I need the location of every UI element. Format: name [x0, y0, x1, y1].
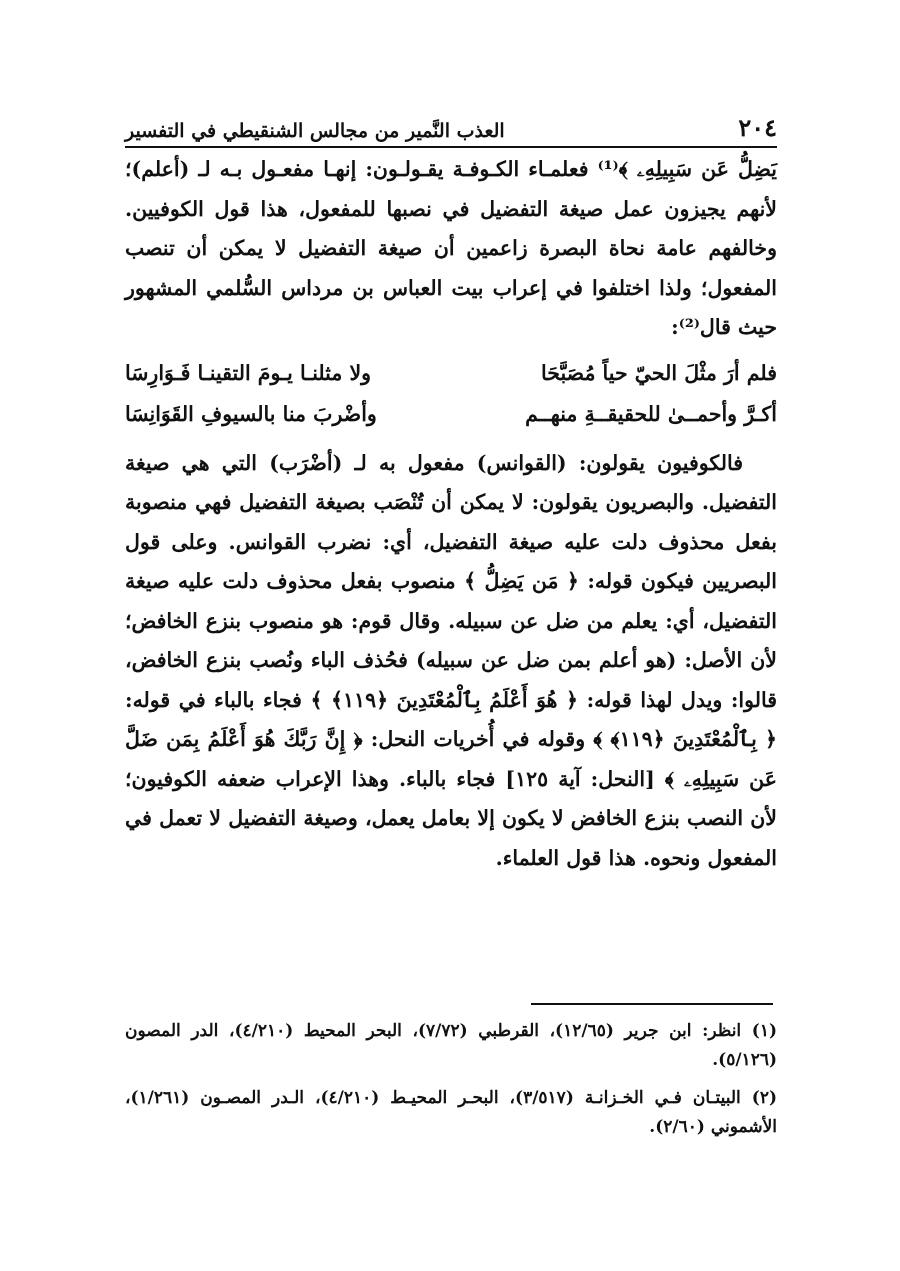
paragraph-intro: يَضِلُّ عَن سَبِيلِهِۦ ﴾⁽¹⁾ فعلمـاء الكـوفـة يقـولـون: إنهـا مفعـول بـه لـ (أعلم)؛ لأنهم يجيزون عمل صيغة التفضيل في نصبها للمفعول، هذا قول الكوفيين. وخالفهم عامة نحاة البصرة زاعمين أن صيغة التفضيل لا يمكن أن تنصب المفعول؛ ولذا اختلفوا في إعراب بيت العباس بن مرداس السُّلمي المشهور حيث قال⁽²⁾: — [125, 157, 777, 339]
footnote-separator — [531, 1003, 773, 1005]
verse-second-hemistich: ولا مثلنـا يـومَ التقينـا فَـوَارِسَا — [125, 361, 372, 386]
footnotes — [125, 1017, 777, 1151]
footnote-2: (٢) البيتـان فـي الخـزانـة (٣/٥١٧)، البحـر المحيـط (٤/٢١٠)، الـدر المصـون (١/٢٦١)، الأشموني (٢/٦٠). — [125, 1088, 777, 1137]
verse-second-hemistich: وأضْربَ منا بالسيوفِ القَوَانِسَا — [125, 402, 377, 427]
poem-verse — [125, 354, 777, 395]
main-text — [125, 150, 777, 878]
paragraph-discussion: فالكوفيون يقولون: (القوانس) مفعول به لـ (أضْرَب) التي هي صيغة التفضيل. والبصريون يقولون: لا يمكن أن تُنْصَب بصيغة التفضيل فهي منصوبة بفعل محذوف دلت عليه صيغة التفضيل، أي: نضرب القوانس. وعلى قول البصريين فيكون قوله: ﴿ مَن يَضِلُّ ﴾ منصوب بفعل محذوف دلت عليه صيغة التفضيل، أي: يعلم من ضل عن سبيله. وقال قوم: هو منصوب بنزع الخافض؛ لأن الأصل: (هو أعلم بمن ضل عن سبيله) فحُذف الباء ونُصب بنزع الخافض، قالوا: ويدل لهذا قوله: ﴿ هُوَ أَعْلَمُ بِٱلْمُعْتَدِينَ ﴿١١٩﴾ ﴾ فجاء بالباء في قوله: ﴿ بِٱلْمُعْتَدِينَ ﴿١١٩﴾ ﴾ وقوله في أُخريات النحل: ﴿ إِنَّ رَبَّكَ هُوَ أَعْلَمُ بِمَن ضَلَّ عَن سَبِيلِهِۦ ﴾ [النحل: آية ١٢٥] فجاء بالباء. وهذا الإعراب ضعفه الكوفيون؛ لأن النصب بنزع الخافض لا يكون إلا بعامل يعمل، وصيغة التفضيل لا تعمل في المفعول ونحوه. هذا قول العلماء. — [125, 450, 778, 870]
page-number: ٢٠٤ — [738, 113, 777, 142]
poem-verse — [125, 395, 777, 436]
footnote-1: (١) انظر: ابن جرير (١٢/٦٥)، القرطبي (٧/٧٢)، البحر المحيط (٤/٢١٠)، الدر المصون (٥/١٢٦). — [125, 1021, 777, 1070]
running-header — [125, 112, 777, 148]
book-title: العذب النَّمير من مجالس الشنقيطي في التفسير — [125, 120, 505, 142]
poem-verses — [125, 354, 777, 436]
verse-first-hemistich: فلم أرَ مثْلَ الحيّ حياً مُصَبَّحَا — [541, 361, 777, 386]
verse-first-hemistich: أكـرَّ وأحمــىٰ للحقيقــةِ منهــم — [525, 402, 777, 427]
